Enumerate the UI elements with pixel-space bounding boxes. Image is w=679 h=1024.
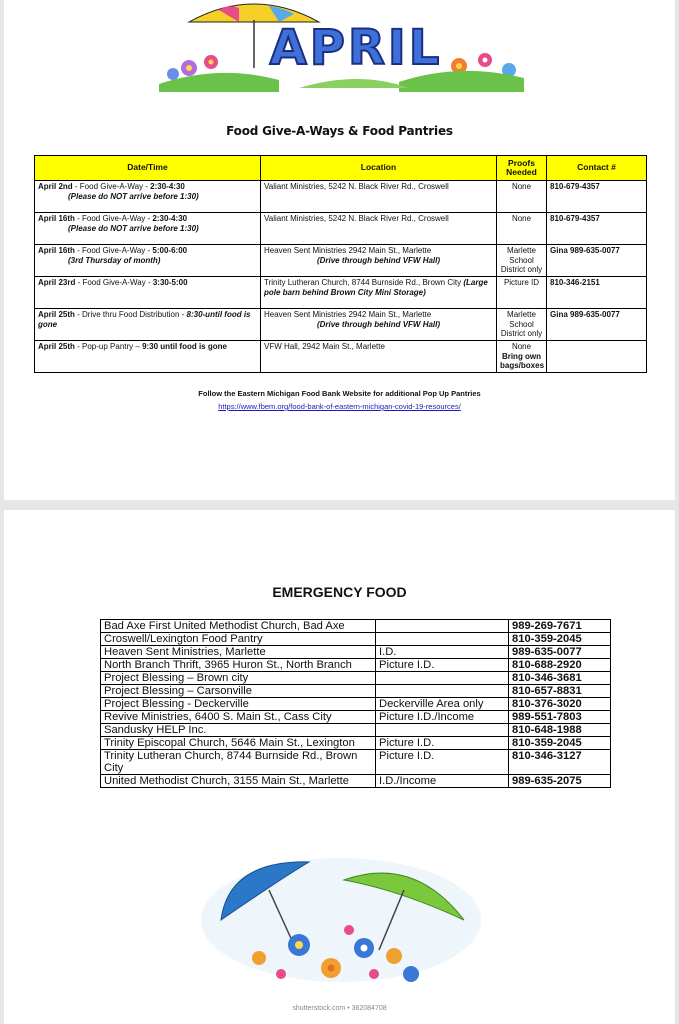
location-cell: Valiant Ministries, 5242 N. Black River Rd., Croswell (261, 213, 497, 245)
pantry-name: Project Blessing – Carsonville (101, 685, 376, 698)
pantry-requirement: Picture I.D. (376, 659, 509, 672)
table-row (101, 750, 611, 775)
flyer-page-2 (4, 510, 675, 1024)
pantry-phone: 810-346-3681 (509, 672, 611, 685)
pantry-requirement: I.D./Income (376, 775, 509, 788)
proofs-cell: None Bring own bags/boxes (497, 341, 547, 373)
date-cell: April 25th - Drive thru Food Distribution - 8:30-until food is gone (35, 309, 261, 341)
pantry-requirement (376, 685, 509, 698)
header-location: Location (261, 156, 497, 181)
april-banner-title: APRIL (269, 20, 443, 76)
table-row (101, 659, 611, 672)
header-date: Date/Time (35, 156, 261, 181)
emergency-food-title: EMERGENCY FOOD (272, 584, 407, 600)
food-bank-link[interactable]: https://www.fbem.org/food-bank-of-eastern-michigan-covid-19-resources/ (218, 402, 461, 411)
pantry-requirement: Picture I.D./Income (376, 711, 509, 724)
pantry-name: Croswell/Lexington Food Pantry (101, 633, 376, 646)
pantry-phone: 989-635-0077 (509, 646, 611, 659)
proofs-cell: None (497, 181, 547, 213)
pantry-name: Heaven Sent Ministries, Marlette (101, 646, 376, 659)
pantry-name: Project Blessing – Brown city (101, 672, 376, 685)
pantry-name: Bad Axe First United Methodist Church, Bad Axe (101, 620, 376, 633)
table-row (101, 685, 611, 698)
table-row (101, 711, 611, 724)
date-cell: April 23rd - Food Give-A-Way - 3:30-5:00 (35, 277, 261, 309)
header-proofs: Proofs Needed (497, 156, 547, 181)
contact-cell: Gina 989-635-0077 (547, 245, 647, 277)
date-cell: April 16th - Food Give-A-Way - 2:30-4:30 (Please do NOT arrive before 1:30) (35, 213, 261, 245)
contact-cell: 810-346-2151 (547, 277, 647, 309)
table-row (35, 309, 647, 341)
pantry-phone: 810-346-3127 (509, 750, 611, 775)
pantry-phone: 810-359-2045 (509, 737, 611, 750)
table-row (101, 633, 611, 646)
pantry-phone: 810-359-2045 (509, 633, 611, 646)
pantry-requirement: I.D. (376, 646, 509, 659)
location-cell: Heaven Sent Ministries 2942 Main St., Marlette (Drive through behind VFW Hall) (261, 245, 497, 277)
table-row (101, 724, 611, 737)
table-row (101, 672, 611, 685)
pantry-name: Sandusky HELP Inc. (101, 724, 376, 737)
pantry-requirement: Picture I.D. (376, 737, 509, 750)
date-cell: April 25th - Pop-up Pantry – 9:30 until food is gone (35, 341, 261, 373)
proofs-cell: Marlette School District only (497, 309, 547, 341)
location-cell: Trinity Lutheran Church, 8744 Burnside Rd., Brown City (Large pole barn behind Brown City Mini Storage) (261, 277, 497, 309)
flyer-page-1 (4, 0, 675, 500)
table-row (101, 737, 611, 750)
pantry-phone: 810-648-1988 (509, 724, 611, 737)
proofs-cell: None (497, 213, 547, 245)
pantry-name: Trinity Lutheran Church, 8744 Burnside Rd., Brown City (101, 750, 376, 775)
pantry-name: Revive Ministries, 6400 S. Main St., Cass City (101, 711, 376, 724)
pantry-phone: 810-657-8831 (509, 685, 611, 698)
follow-note: Follow the Eastern Michigan Food Bank Website for additional Pop Up Pantries (198, 389, 481, 398)
pantry-name: North Branch Thrift, 3965 Huron St., North Branch (101, 659, 376, 672)
pantry-phone: 989-635-2075 (509, 775, 611, 788)
pantry-name: Trinity Episcopal Church, 5646 Main St., Lexington (101, 737, 376, 750)
table-row (101, 620, 611, 633)
pantry-requirement: Deckerville Area only (376, 698, 509, 711)
pantry-phone: 989-269-7671 (509, 620, 611, 633)
contact-cell: Gina 989-635-0077 (547, 309, 647, 341)
contact-cell: 810-679-4357 (547, 181, 647, 213)
pantry-requirement (376, 672, 509, 685)
page-title: Food Give-A-Ways & Food Pantries (226, 124, 453, 138)
table-row (35, 245, 647, 277)
contact-cell: 810-679-4357 (547, 213, 647, 245)
table-row (35, 277, 647, 309)
giveaway-table (34, 155, 647, 373)
contact-cell (547, 341, 647, 373)
date-cell: April 16th - Food Give-A-Way - 5:00-6:00 (3rd Thursday of month) (35, 245, 261, 277)
emergency-food-table (100, 619, 611, 788)
proofs-cell: Marlette School District only (497, 245, 547, 277)
date-cell: April 2nd - Food Give-A-Way - 2:30-4:30 (Please do NOT arrive before 1:30) (35, 181, 261, 213)
location-cell: VFW Hall, 2942 Main St., Marlette (261, 341, 497, 373)
table-row (101, 775, 611, 788)
pantry-phone: 810-688-2920 (509, 659, 611, 672)
table-row (101, 646, 611, 659)
umbrellas-flowers-clipart (199, 850, 484, 990)
pantry-phone: 810-376-3020 (509, 698, 611, 711)
pantry-phone: 989-551-7803 (509, 711, 611, 724)
pantry-requirement (376, 633, 509, 646)
table-row (35, 181, 647, 213)
pantry-name: Project Blessing - Deckerville (101, 698, 376, 711)
pantry-requirement: Picture I.D. (376, 750, 509, 775)
location-cell: Heaven Sent Ministries 2942 Main St., Marlette (Drive through behind VFW Hall) (261, 309, 497, 341)
table-row (101, 698, 611, 711)
pantry-requirement (376, 620, 509, 633)
table-row (35, 341, 647, 373)
header-contact: Contact # (547, 156, 647, 181)
pantry-requirement (376, 724, 509, 737)
table-header-row (35, 156, 647, 181)
pantry-name: United Methodist Church, 3155 Main St., Marlette (101, 775, 376, 788)
image-credit: shutterstock.com • 362084708 (292, 1005, 387, 1012)
proofs-cell: Picture ID (497, 277, 547, 309)
table-row (35, 213, 647, 245)
location-cell: Valiant Ministries, 5242 N. Black River Rd., Croswell (261, 181, 497, 213)
